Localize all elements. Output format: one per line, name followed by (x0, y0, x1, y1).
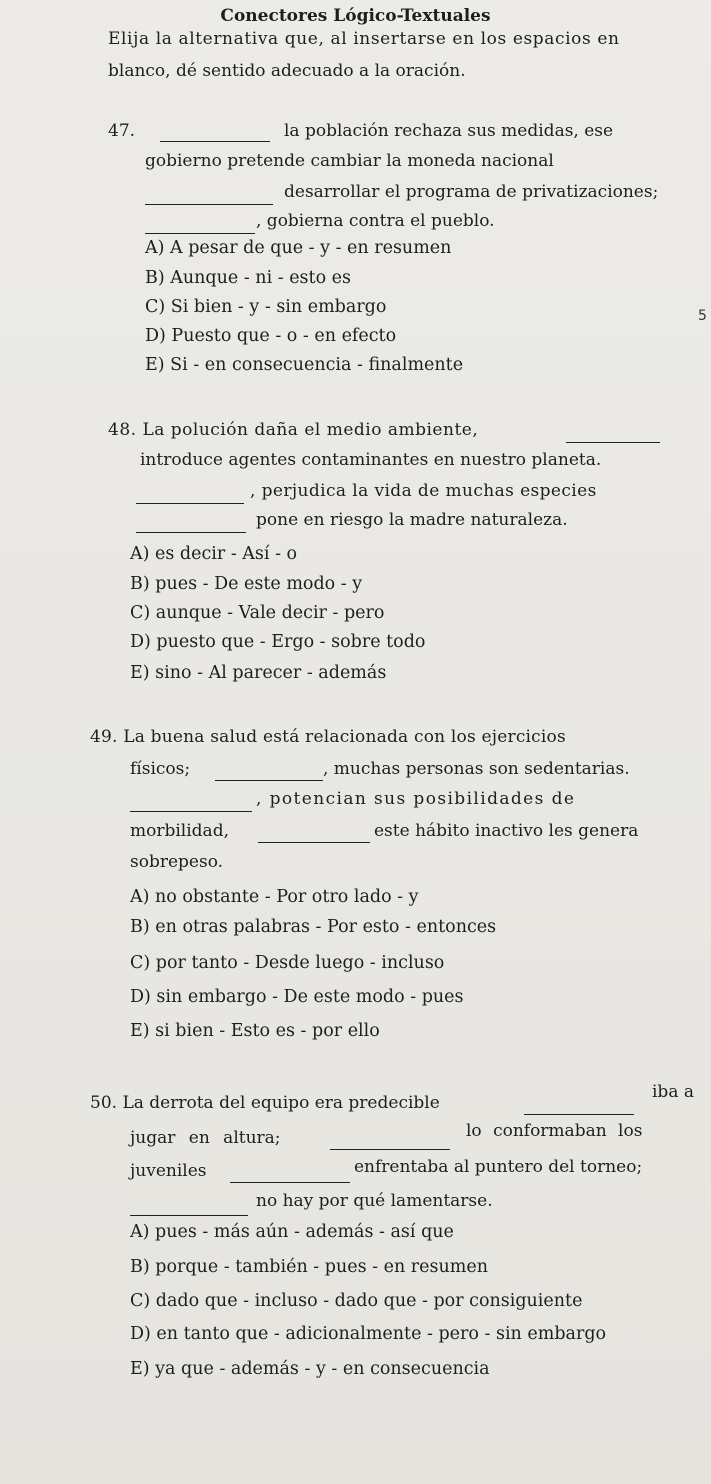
q47-blank-3 (145, 219, 255, 234)
q50-blank-4 (130, 1201, 248, 1216)
q48-option-b[interactable]: B) pues - De este modo - y (130, 574, 363, 594)
q47-option-a[interactable]: A) A pesar de que - y - en resumen (145, 238, 452, 258)
q50-option-d[interactable]: D) en tanto que - adicionalmente - pero - sin embargo (130, 1324, 607, 1344)
margin-mark: 5 (698, 308, 707, 324)
q47-line-4: , gobierna contra el pueblo. (256, 211, 495, 231)
q48-blank-1 (566, 428, 660, 443)
q47-option-d[interactable]: D) Puesto que - o - en efecto (145, 326, 397, 346)
instructions-line-1: Elija la alternativa que, al insertarse en los espacios en (108, 29, 620, 49)
q50-line-1b: iba a (652, 1082, 694, 1102)
q47-line-2 (145, 150, 668, 172)
q49-line-4b: este hábito inactivo les genera (374, 821, 639, 841)
q49-option-c[interactable]: C) por tanto - Desde luego - incluso (130, 953, 445, 973)
q50-blank-3 (230, 1168, 350, 1183)
q49-line-5: sobrepeso. (130, 852, 224, 872)
q47-blank-1 (160, 127, 270, 142)
q49-line-2b: , muchas personas son sedentarias. (323, 759, 630, 779)
q50-line-2a: jugar en altura; (130, 1128, 281, 1148)
q47-number: 47. (108, 121, 136, 141)
q50-option-e[interactable]: E) ya que - además - y - en consecuencia (130, 1359, 490, 1379)
q48-option-d[interactable]: D) puesto que - Ergo - sobre todo (130, 632, 426, 652)
q49-line-3: , potencian sus posibilidades de (256, 789, 576, 809)
q47-line-1: la población rechaza sus medidas, ese (284, 121, 614, 141)
q48-line-2: introduce agentes contaminantes en nuestro planeta. (140, 450, 602, 470)
q48-line-4: pone en riesgo la madre naturaleza. (256, 510, 568, 530)
q49-option-d[interactable]: D) sin embargo - De este modo - pues (130, 987, 464, 1007)
q49-blank-3 (258, 828, 370, 843)
q48-option-e[interactable]: E) sino - Al parecer - además (130, 663, 387, 683)
q48-option-c[interactable]: C) aunque - Vale decir - pero (130, 603, 385, 623)
q49-option-a[interactable]: A) no obstante - Por otro lado - y (130, 887, 419, 907)
q50-line-3b: enfrentaba al puntero del torneo; (354, 1157, 643, 1177)
q47-option-c[interactable]: C) Si bien - y - sin embargo (145, 297, 387, 317)
q50-blank-2 (330, 1135, 450, 1150)
q50-line-2b: lo conformaban los (466, 1121, 643, 1141)
q50-line-3a: juveniles (130, 1161, 207, 1181)
q50-option-b[interactable]: B) porque - también - pues - en resumen (130, 1257, 488, 1277)
q47-option-b[interactable]: B) Aunque - ni - esto es (145, 268, 352, 288)
q49-blank-2 (130, 797, 252, 812)
worksheet-title: Conectores Lógico-Textuales (220, 6, 491, 26)
q48-blank-3 (136, 518, 246, 533)
q47-blank-2 (145, 190, 273, 205)
q50-option-a[interactable]: A) pues - más aún - además - así que (130, 1222, 454, 1242)
q47-line-2-text: gobierno pretende cambiar la moneda nacional (145, 151, 554, 171)
q49-option-e[interactable]: E) si bien - Esto es - por ello (130, 1021, 380, 1041)
q47-line-3: desarrollar el programa de privatizaciones; (284, 182, 659, 202)
instructions-line-2: blanco, dé sentido adecuado a la oración. (108, 61, 466, 81)
q49-line-2a: físicos; (130, 759, 191, 779)
q49-line-4a: morbilidad, (130, 821, 229, 841)
q49-line-1: 49. La buena salud está relacionada con los ejercicios (90, 727, 566, 747)
q50-line-4: no hay por qué lamentarse. (256, 1191, 493, 1211)
q50-blank-1 (524, 1100, 634, 1115)
q49-blank-1 (215, 766, 323, 781)
q48-blank-2 (136, 489, 244, 504)
q48-option-a[interactable]: A) es decir - Así - o (130, 544, 298, 564)
q49-option-b[interactable]: B) en otras palabras - Por esto - entonces (130, 917, 497, 937)
q48-line-3: , perjudica la vida de muchas especies (250, 481, 597, 501)
q50-option-c[interactable]: C) dado que - incluso - dado que - por consiguiente (130, 1291, 583, 1311)
q48-line-1: 48. La polución daña el medio ambiente, (108, 420, 479, 440)
q47-option-e[interactable]: E) Si - en consecuencia - finalmente (145, 355, 464, 375)
q50-line-1a: 50. La derrota del equipo era predecible (90, 1093, 440, 1113)
